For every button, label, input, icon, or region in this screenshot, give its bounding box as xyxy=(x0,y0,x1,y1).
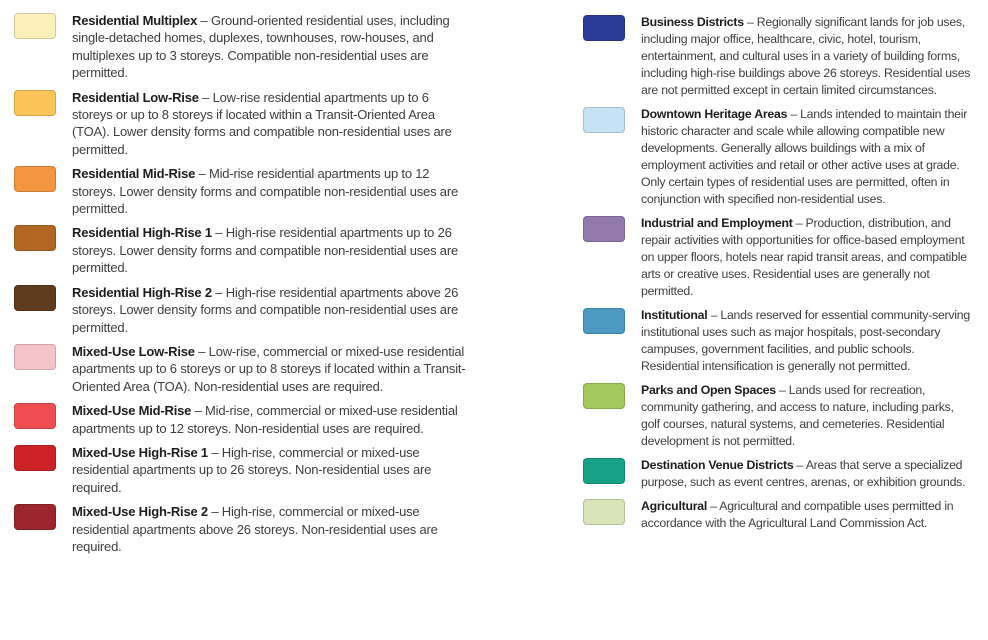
legend-item-label: Residential High-Rise 2 xyxy=(72,284,212,300)
legend-item-mixed-use-mid-rise xyxy=(14,402,500,437)
legend-item-description: – Lands intended to maintain their historic character and scale while allowing compatible new developments. Generally allows buildings with a mix of employment activities and retail or other active uses at grade. Only certain types of residential uses are permitted, often in conjunction with specified non-residential uses. xyxy=(641,107,968,206)
residential-high-rise-2-color-swatch xyxy=(14,285,56,311)
legend-item-label: Residential High-Rise 1 xyxy=(72,225,212,241)
agricultural-color-swatch xyxy=(583,499,625,525)
legend-item-text xyxy=(72,284,468,336)
legend-item-label: Parks and Open Spaces xyxy=(641,383,776,397)
legend-item-industrial-and-employment xyxy=(583,215,988,300)
legend-item-label: Destination Venue Districts xyxy=(641,458,794,472)
residential-high-rise-1-color-swatch xyxy=(14,225,56,251)
legend-item-text xyxy=(72,402,468,437)
legend-item-institutional xyxy=(583,307,988,375)
legend-item-text xyxy=(641,382,971,450)
legend-item-text xyxy=(72,89,468,159)
legend-item-label: Downtown Heritage Areas xyxy=(641,107,788,121)
legend-item-description: – Mid-rise residential apartments up to 12 storeys. Lower density forms and compatible non-residential uses are permitted. xyxy=(72,166,458,217)
parks-and-open-spaces-color-swatch xyxy=(583,383,625,409)
legend-item-description: – High-rise residential apartments up to 26 storeys. Lower density forms and compatible non-residential uses are permitted. xyxy=(72,225,458,276)
legend-item-text xyxy=(641,215,971,300)
legend-item-label: Mixed-Use High-Rise 2 xyxy=(72,504,208,520)
industrial-and-employment-color-swatch xyxy=(583,216,625,242)
legend-item-mixed-use-high-rise-2 xyxy=(14,503,500,555)
legend-item-label: Mixed-Use High-Rise 1 xyxy=(72,444,208,460)
legend-item-description: – High-rise, commercial or mixed-use residential apartments up to 26 storeys. Non-residential uses are required. xyxy=(72,444,432,495)
legend-item-description: – Regionally significant lands for job uses, including major office, healthcare, civic, hotel, tourism, entertainment, and cultural uses in a variety of building forms, including high-rise buildings above 26 storeys. Residential uses are not permitted except in certain limited circumstances. xyxy=(641,15,971,97)
residential-low-rise-color-swatch xyxy=(14,90,56,116)
legend-item-downtown-heritage-areas xyxy=(583,106,988,208)
legend-item-text xyxy=(72,343,468,395)
legend-item-description: – Ground-oriented residential uses, including single-detached homes, duplexes, townhouses, row-houses, and multiplexes up to 3 storeys. Compatible non-residential uses are permitted. xyxy=(72,13,450,81)
legend-item-description: – High-rise, commercial or mixed-use residential apartments above 26 storeys. Non-residential uses are required. xyxy=(72,504,438,554)
legend-item-text xyxy=(641,106,971,208)
legend-item-mixed-use-low-rise xyxy=(14,343,500,395)
legend-item-residential-multiplex xyxy=(14,12,500,82)
legend-item-residential-high-rise-2 xyxy=(14,284,500,336)
legend-item-business-districts xyxy=(583,14,988,99)
legend-item-text xyxy=(72,165,468,217)
legend-item-description: – Production, distribution, and repair activities with opportunities for office-based employment on upper floors, hotels near rapid transit areas, and compatible arts or creative uses. Residential uses are generally not permitted. xyxy=(641,216,967,298)
mixed-use-high-rise-1-color-swatch xyxy=(14,445,56,471)
mixed-use-low-rise-color-swatch xyxy=(14,344,56,370)
legend-item-text xyxy=(641,498,971,532)
legend-item-label: Mixed-Use Mid-Rise xyxy=(72,403,192,419)
legend-item-text xyxy=(72,444,468,496)
downtown-heritage-areas-color-swatch xyxy=(583,107,625,133)
legend-item-agricultural xyxy=(583,498,988,532)
legend-item-label: Industrial and Employment xyxy=(641,216,793,230)
legend-item-residential-low-rise xyxy=(14,89,500,159)
business-districts-color-swatch xyxy=(583,15,625,41)
legend-item-label: Institutional xyxy=(641,308,708,322)
legend-item-residential-mid-rise xyxy=(14,165,500,217)
legend-item-description: – Lands used for recreation, community gathering, and access to nature, including parks, golf courses, natural systems, and cemeteries. Residential development is not permitted. xyxy=(641,383,954,448)
legend-item-description: – Low-rise residential apartments up to 6 storeys or up to 8 storeys if located within a Transit-Oriented Area (TOA). Lower density forms and compatible non-residential uses are permitted. xyxy=(72,89,452,157)
legend-item-description: – Low-rise, commercial or mixed-use residential apartments up to 6 storeys or up to 8 storeys if located within a Transit-Oriented Area (TOA). Non-residential uses are required. xyxy=(72,343,466,394)
legend-item-label: Residential Multiplex xyxy=(72,13,198,28)
legend-item-label: Agricultural xyxy=(641,499,708,513)
legend-item-label: Business Districts xyxy=(641,15,744,29)
legend-item-parks-and-open-spaces xyxy=(583,382,988,450)
legend-item-label: Residential Low-Rise xyxy=(72,89,199,105)
legend-column-right xyxy=(500,0,988,562)
residential-mid-rise-color-swatch xyxy=(14,166,56,192)
mixed-use-high-rise-2-color-swatch xyxy=(14,504,56,530)
institutional-color-swatch xyxy=(583,308,625,334)
legend-item-text xyxy=(72,12,468,82)
legend-item-label: Mixed-Use Low-Rise xyxy=(72,343,195,359)
legend-item-text xyxy=(72,503,468,555)
legend-item-text xyxy=(641,457,971,491)
legend-item-text xyxy=(641,307,971,375)
legend-item-description: – Mid-rise, commercial or mixed-use residential apartments up to 12 storeys. Non-residential uses are required. xyxy=(72,403,458,436)
destination-venue-districts-color-swatch xyxy=(583,458,625,484)
legend-item-description: – Agricultural and compatible uses permitted in accordance with the Agricultural Land Commission Act. xyxy=(641,499,954,530)
legend-item-destination-venue-districts xyxy=(583,457,988,491)
legend-item-text xyxy=(72,224,468,276)
legend-column-left xyxy=(0,0,500,562)
legend-item-label: Residential Mid-Rise xyxy=(72,166,196,182)
mixed-use-mid-rise-color-swatch xyxy=(14,403,56,429)
legend-item-description: – High-rise residential apartments above 26 storeys. Lower density forms and compatible non-residential uses are permitted. xyxy=(72,284,459,335)
legend-item-residential-high-rise-1 xyxy=(14,224,500,276)
legend-item-mixed-use-high-rise-1 xyxy=(14,444,500,496)
legend-item-description: – Areas that serve a specialized purpose, such as event centres, arenas, or exhibition grounds. xyxy=(641,458,966,489)
legend-item-text xyxy=(641,14,971,99)
legend-item-description: – Lands reserved for essential community-serving institutional uses such as major hospitals, post-secondary campuses, government facilities, and public schools. Residential intensification is generally not permitted. xyxy=(641,308,970,373)
residential-multiplex-color-swatch xyxy=(14,13,56,39)
